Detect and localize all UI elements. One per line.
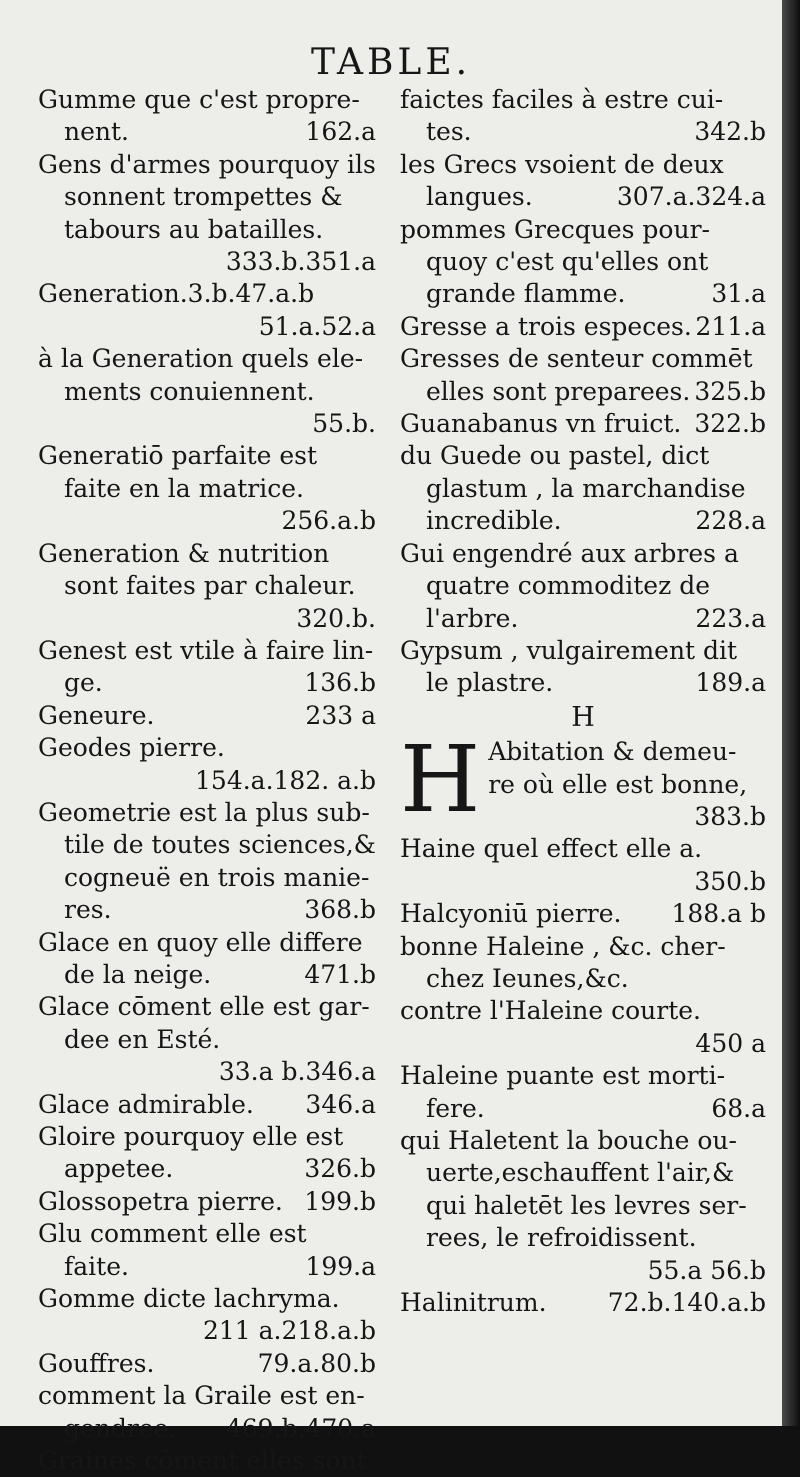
left-column (38, 84, 376, 1477)
index-entry (38, 343, 376, 440)
dropcap-ref: 383.b (694, 801, 766, 831)
index-entry (38, 278, 376, 343)
index-entry (38, 927, 376, 992)
entry-text: Halinitrum. (400, 1288, 547, 1318)
index-entry (38, 1218, 376, 1283)
index-entry (400, 833, 766, 898)
entry-text: Glace en quoy elle differe de la neige. (38, 927, 363, 989)
index-entry (38, 1283, 376, 1348)
index-entry (400, 538, 766, 635)
index-entry (400, 995, 766, 1060)
entry-ref: 33.a b.346.a (218, 1057, 376, 1087)
index-entry (38, 1348, 376, 1380)
dropcap-letter: H (400, 726, 481, 834)
entry-text: qui Haletent la bouche ou- uerte,eschauffent l'air,& qui haletēt les levres ser- rees, le refroidissent. (400, 1126, 747, 1253)
entry-ref: 325.b (694, 376, 766, 406)
entry-text: comment la Graile est en- gendree. (38, 1381, 365, 1443)
entry-text: pommes Grecques pour- quoy c'est qu'elles ont grande flamme. (400, 214, 710, 309)
entry-ref: 223.a (695, 603, 766, 633)
index-entry (400, 214, 766, 311)
entry-ref: 79.a.80.b (257, 1348, 376, 1378)
entry-text: Gomme dicte lachryma. (38, 1284, 340, 1314)
entry-text: Gresse a trois especes. (400, 311, 692, 341)
dropcap-entry (400, 726, 766, 834)
index-entry (38, 149, 376, 279)
entry-text: Guanabanus vn fruict. (400, 409, 682, 439)
entry-ref: 211.a (695, 311, 766, 341)
entry-ref: 51.a.52.a (258, 311, 376, 341)
entry-ref: 211 a.218.a.b (202, 1316, 376, 1346)
entry-text: faictes faciles à estre cui- tes. (400, 85, 724, 147)
entry-text: bonne Haleine , &c. cher- chez Ieunes,&c. (400, 931, 726, 993)
entry-ref: 72.b.140.a.b (607, 1288, 766, 1318)
index-entry (38, 797, 376, 927)
index-entry (400, 440, 766, 537)
index-entry (38, 1445, 376, 1477)
entry-text: Gypsum , vulgairement dit le plastre. (400, 635, 738, 698)
index-entry (38, 84, 376, 149)
index-entry (38, 440, 376, 537)
index-entry (38, 732, 376, 797)
entry-ref: 346.a (305, 1089, 376, 1119)
index-entry (38, 1380, 376, 1445)
page-header: TABLE. (310, 42, 472, 83)
entry-ref: 31.a (711, 279, 766, 309)
entry-text: Generatiō parfaite est faite en la matrice. (38, 441, 318, 503)
index-entry (400, 408, 766, 440)
entry-text: Gouffres. (38, 1348, 155, 1378)
index-entry (38, 700, 376, 732)
entry-text: Gens d'armes pourquoy ils sonnent trompettes & tabours au batailles. (38, 149, 376, 244)
entry-ref: 368.b (304, 895, 376, 925)
entry-ref: 256.a.b (281, 506, 376, 536)
entry-ref: 471.b (304, 959, 376, 989)
entry-text: Haine quel effect elle a. (400, 834, 703, 864)
entry-text: Geodes pierre. (38, 733, 225, 763)
index-entry (38, 635, 376, 700)
entry-ref: 188.a b (671, 899, 766, 929)
entry-ref: 55.a 56.b (647, 1255, 766, 1285)
entry-ref: 228.a (695, 506, 766, 536)
index-entry (400, 1060, 766, 1125)
entry-ref: 199.a (305, 1251, 376, 1281)
dropcap-text: Abitation & demeu- re où elle est bonne, (488, 737, 748, 799)
entry-text: Generation & nutrition sont faites par chaleur. (38, 538, 356, 601)
index-entry (38, 1121, 376, 1186)
entry-ref: 162.a (305, 117, 376, 147)
entry-text: Gloire pourquoy elle est appetee. (38, 1122, 344, 1184)
index-entry (400, 635, 766, 700)
index-entry (400, 1125, 766, 1287)
entry-ref: 450 a (695, 1028, 766, 1058)
entry-ref: 342.b (694, 117, 766, 147)
entry-ref: 307.a.324.a (616, 182, 766, 212)
entry-ref: 320.b. (296, 603, 376, 633)
entry-text: Halcyoniū pierre. (400, 899, 622, 929)
entry-text: du Guede ou pastel, dict glastum , la marchandise incredible. (400, 441, 746, 536)
entry-text: à la Generation quels ele- ments conuiennent. (38, 344, 364, 406)
index-entry (400, 84, 766, 149)
entry-ref: 469.b.470.a (225, 1413, 376, 1443)
index-entry (38, 991, 376, 1088)
index-entry (38, 1089, 376, 1121)
entry-text: Glace admirable. (38, 1089, 254, 1119)
entry-text: Gresses de senteur commēt elles sont preparees. (400, 344, 753, 406)
section-letter: H (571, 701, 595, 733)
entry-ref: 333.b.351.a (225, 247, 376, 277)
entry-ref: 55.b. (312, 409, 376, 439)
entry-ref: 68.a (711, 1093, 766, 1123)
entry-ref: 199.b (304, 1186, 376, 1216)
index-entry (400, 311, 766, 343)
entry-ref: 233 a (305, 700, 376, 730)
index-entry (400, 1287, 766, 1319)
entry-ref: 136.b (304, 668, 376, 698)
entry-ref: 322.b (694, 409, 766, 439)
right-column (400, 84, 766, 1319)
index-entry (38, 538, 376, 635)
index-entry (38, 1186, 376, 1218)
entry-ref: 350.b (694, 866, 766, 896)
entry-text: Graines cōment elles sont (38, 1446, 367, 1476)
entry-text: Gumme que c'est propre- nent. (38, 85, 360, 147)
entry-text: Glossopetra pierre. (38, 1186, 283, 1216)
entry-text: Gui engendré aux arbres a quatre commoditez de l'arbre. (400, 538, 739, 633)
entry-text: Glu comment elle est faite. (38, 1219, 307, 1281)
entry-ref: 189.a (695, 668, 766, 698)
entry-text: Haleine puante est morti- fere. (400, 1061, 726, 1123)
index-entry (400, 931, 766, 996)
entry-text: Geneure. (38, 700, 155, 730)
entry-text: les Grecs vsoient de deux langues. (400, 149, 724, 212)
entry-text: Genest est vtile à faire lin- ge. (38, 635, 374, 698)
entry-ref: 154.a.182. a.b (195, 765, 376, 795)
entry-text: contre l'Haleine courte. (400, 996, 701, 1026)
index-entry (400, 343, 766, 408)
entry-text: Geometrie est la plus sub- tile de toutes sciences,& cogneuë en trois manie- res. (38, 797, 376, 925)
entry-text: Generation.3.b.47.a.b (38, 279, 315, 309)
entry-ref: 326.b (304, 1154, 376, 1184)
index-entry (400, 898, 766, 930)
entry-text: Glace cōment elle est gar- dee en Esté. (38, 992, 370, 1054)
index-entry (400, 149, 766, 214)
